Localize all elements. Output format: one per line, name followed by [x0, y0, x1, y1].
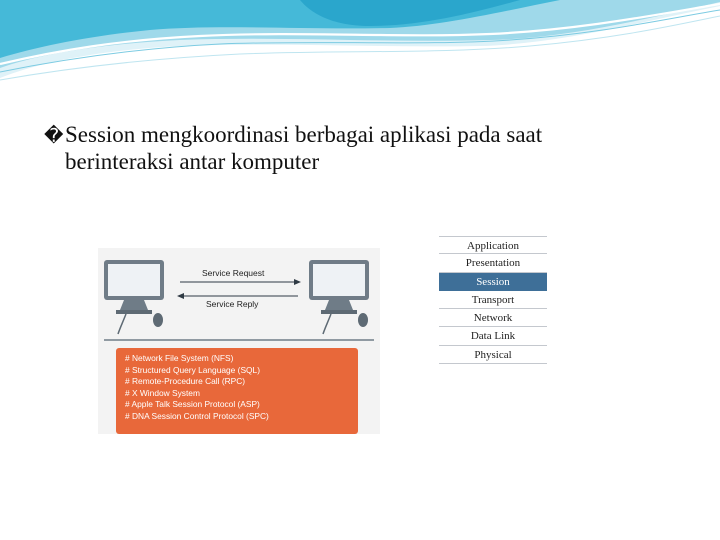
bullet-icon: �: [44, 125, 64, 147]
service-reply-label: Service Reply: [206, 299, 259, 309]
header-wave-decoration: [0, 0, 720, 90]
bullet-line-1: [44, 122, 684, 149]
protocol-item: # Network File System (NFS): [125, 353, 234, 363]
bullet-text-line-1: Session mengkoordinasi berbagai aplikasi pada saat: [65, 122, 543, 147]
protocol-item: # Apple Talk Session Protocol (ASP): [125, 399, 260, 410]
left-computer-icon: [104, 260, 164, 334]
service-request-label: Service Request: [202, 268, 265, 278]
session-protocol-list: [116, 348, 358, 434]
osi-layer-transport: Transport: [439, 291, 547, 309]
osi-layer-application: Application: [439, 236, 547, 254]
bullet-point: [44, 122, 684, 174]
protocol-item: # Remote-Procedure Call (RPC): [125, 376, 246, 387]
protocol-item: # X Window System: [125, 387, 200, 398]
request-arrow-icon: [180, 279, 301, 285]
osi-layer-presentation: Presentation: [439, 254, 547, 272]
osi-layer-network: Network: [439, 309, 547, 327]
protocol-item: # Structured Query Language (SQL): [125, 364, 261, 375]
osi-layer-physical: Physical: [439, 346, 547, 364]
osi-layer-stack: [439, 236, 547, 364]
right-computer-icon: [309, 260, 369, 334]
protocol-item: # DNA Session Control Protocol (SPC): [125, 410, 269, 421]
osi-layer-data-link: Data Link: [439, 327, 547, 345]
bullet-text-line-2: berinteraksi antar komputer: [65, 149, 320, 174]
osi-layer-session: Session: [439, 273, 547, 291]
